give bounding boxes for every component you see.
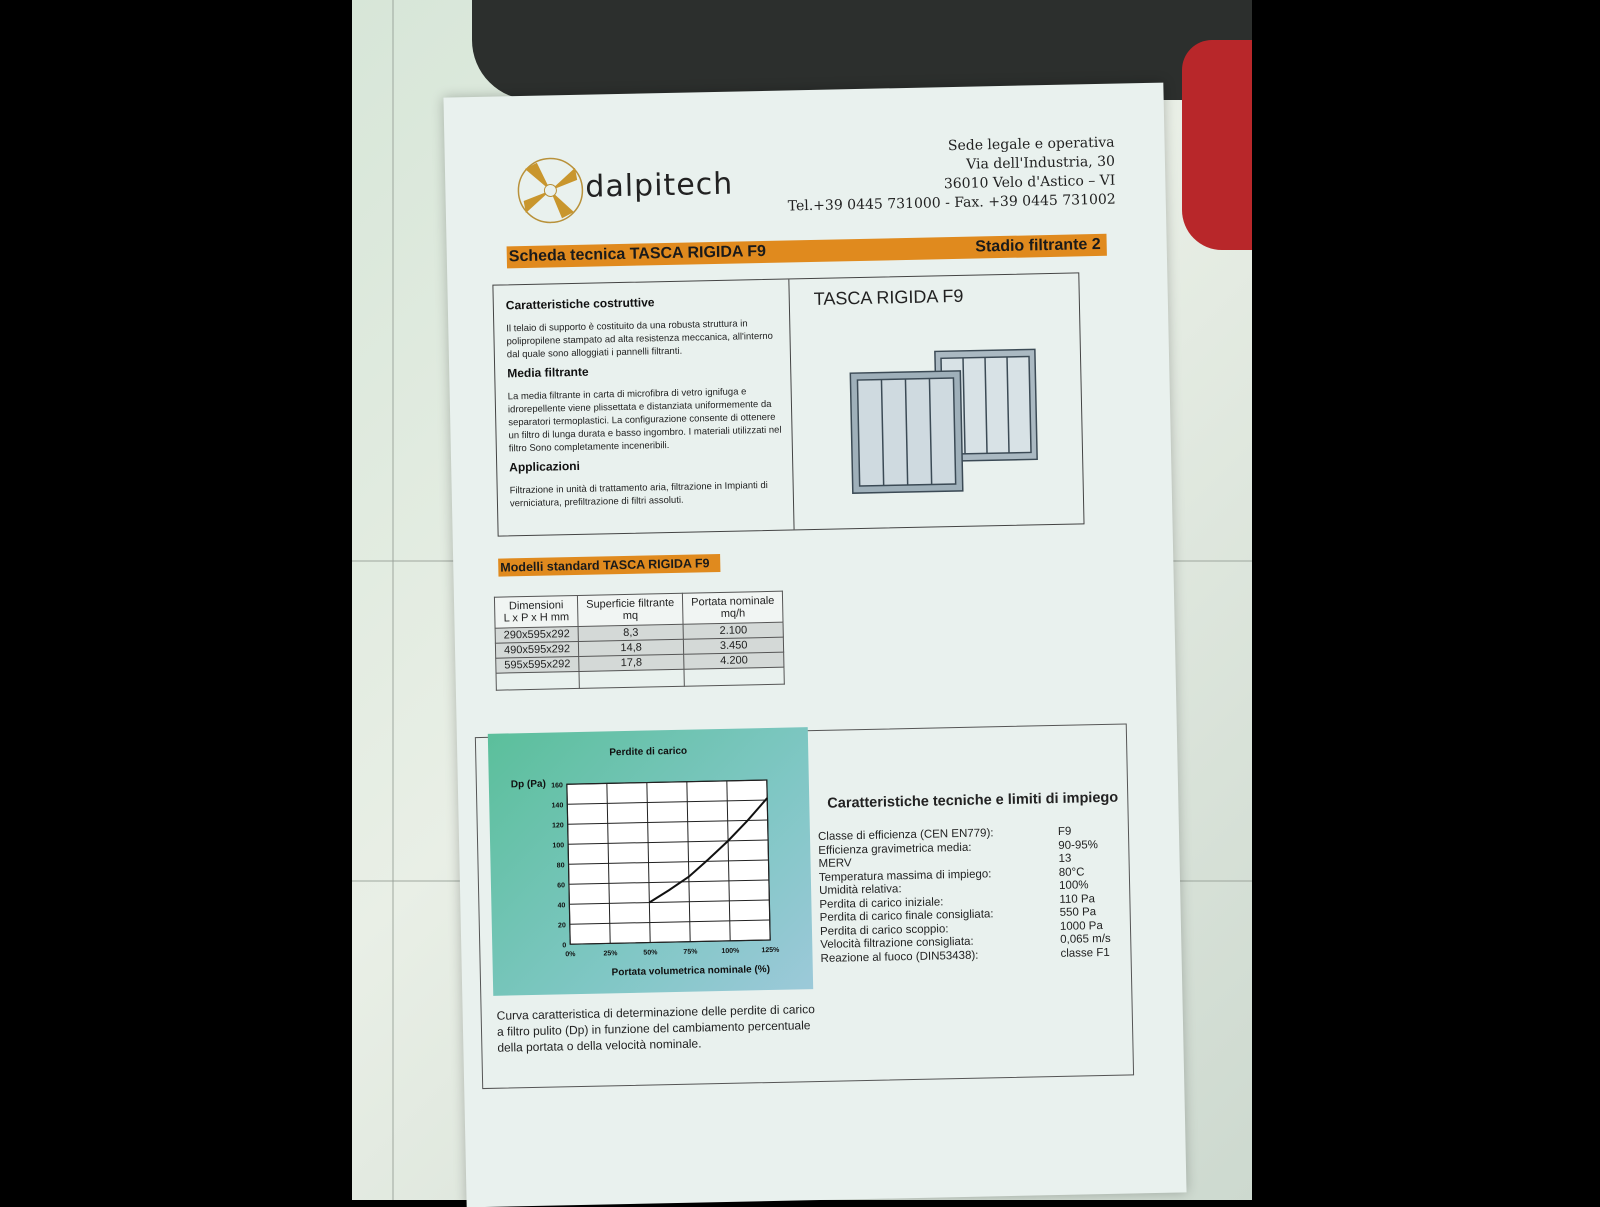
performance-box xyxy=(475,723,1134,1089)
datasheet-page xyxy=(443,83,1186,1207)
y-tick-label: 100 xyxy=(552,842,565,850)
spec-value: 100% xyxy=(1058,879,1089,892)
y-tick-label: 160 xyxy=(551,782,563,790)
company-logo xyxy=(515,146,757,231)
table-row: 290x595x292 8,3 2.100 xyxy=(495,622,784,643)
x-tick-label: 25% xyxy=(603,950,618,958)
spec-value: 90-95% xyxy=(1058,838,1099,852)
y-tick-label: 80 xyxy=(556,862,565,870)
section-body: La media filtrante in carta di microfibra di vetro ignifuga e idrorepellente viene plissettata e distanziata uniformemente da separatori termoplastici. La configurazione consente di ottenere un filtro di lunga durata e basso ingombro. I materiali utilizzati nel filtro Sono completamente inceneribili. xyxy=(507,386,782,455)
address-line: Tel.+39 0445 731000 - Fax. +39 0445 731002 xyxy=(787,191,1116,215)
specs-list xyxy=(818,824,1141,966)
pressure-drop-chart xyxy=(488,727,813,996)
section-heading: Caratteristiche costruttive xyxy=(505,295,655,313)
description-box xyxy=(492,272,1084,536)
section-heading: Media filtrante xyxy=(507,364,589,381)
section-body: Il telaio di supporto è costituito da una robusta struttura in polipropilene stampato ad alta resistenza meccanica, all'interno dal quale sono alloggiati i pannelli filtranti. xyxy=(506,318,774,361)
spec-value: classe F1 xyxy=(1060,946,1110,960)
spec-label: Perdita di carico scoppio: xyxy=(819,922,949,938)
floor-tile-line xyxy=(392,0,394,1200)
chart-title: Perdite di carico xyxy=(609,745,688,759)
models-table xyxy=(494,591,785,691)
models-band: Modelli standard TASCA RIGIDA F9 xyxy=(498,554,720,577)
spec-label: Reazione al fuoco (DIN53438): xyxy=(820,949,979,965)
sheet-title: Scheda tecnica TASCA RIGIDA F9 xyxy=(508,242,767,266)
spec-label: MERV xyxy=(818,857,852,870)
spec-value: F9 xyxy=(1057,825,1072,838)
chart-panel xyxy=(488,727,813,996)
spec-label: Efficienza gravimetrica media: xyxy=(818,841,972,857)
y-tick-label: 60 xyxy=(557,882,566,890)
table-header: Portata nominale mq/h xyxy=(682,591,783,624)
y-tick-label: 120 xyxy=(551,822,564,830)
spec-value: 13 xyxy=(1058,852,1072,865)
brand-name: dalpitech xyxy=(584,166,734,205)
spec-label: Umidità relativa: xyxy=(819,883,902,897)
y-tick-label: 0 xyxy=(562,942,567,950)
filter-stage: Stadio filtrante 2 xyxy=(975,235,1101,256)
x-tick-label: 0% xyxy=(565,951,576,959)
filter-product-image xyxy=(845,344,1048,498)
y-tick-label: 40 xyxy=(557,902,566,910)
spec-value: 110 Pa xyxy=(1059,892,1096,906)
spec-label: Temperatura massima di impiego: xyxy=(818,867,992,884)
address-line: Sede legale e operativa xyxy=(947,134,1115,155)
x-tick-label: 125% xyxy=(761,946,780,955)
spec-label: Perdita di carico iniziale: xyxy=(819,895,944,911)
table-row: 595x595x292 17,8 4.200 xyxy=(496,652,785,673)
table-header: Superficie filtrante mq xyxy=(577,593,683,626)
title-band xyxy=(507,234,1107,269)
company-address xyxy=(786,134,1116,217)
spec-label: Perdita di carico finale consigliata: xyxy=(819,908,994,924)
address-line: Via dell'Industria, 30 xyxy=(966,153,1116,173)
section-body: Filtrazione in unità di trattamento aria, filtrazione in Impianti di verniciatura, prefiltrazione di filtri assoluti. xyxy=(509,479,768,510)
y-axis-label: Dp (Pa) xyxy=(510,778,546,791)
specs-title: Caratteristiche tecniche e limiti di impiego xyxy=(827,789,1119,812)
product-title: TASCA RIGIDA F9 xyxy=(813,285,964,309)
section-heading: Applicazioni xyxy=(509,458,581,475)
fan-logo-icon xyxy=(515,150,587,231)
address-line: 36010 Velo d'Astico – VI xyxy=(943,172,1116,193)
spec-value: 0,065 m/s xyxy=(1060,932,1111,946)
description-text xyxy=(506,290,791,517)
spec-value: 1000 Pa xyxy=(1059,919,1103,933)
spec-label: Velocità filtrazione consigliata: xyxy=(820,935,974,951)
chart-caption: Curva caratteristica di determinazione delle perdite di carico a filtro pulito (Dp) in funzione del cambiamento percentuale della portata o della velocità nominale. xyxy=(496,1002,815,1055)
x-tick-label: 50% xyxy=(643,949,658,957)
table-row: 490x595x292 14,8 3.450 xyxy=(495,637,784,658)
y-tick-label: 20 xyxy=(557,922,566,930)
spec-value: 550 Pa xyxy=(1059,906,1097,919)
y-tick-label: 140 xyxy=(551,802,564,810)
spec-value: 80°C xyxy=(1058,865,1085,879)
red-object xyxy=(1182,40,1252,250)
x-axis-label: Portata volumetrica nominale (%) xyxy=(611,964,771,979)
table-header: Dimensioni L x P x H mm xyxy=(494,595,578,628)
x-tick-label: 75% xyxy=(683,948,698,956)
x-tick-label: 100% xyxy=(721,947,740,956)
spec-label: Classe di efficienza (CEN EN779): xyxy=(817,827,994,843)
